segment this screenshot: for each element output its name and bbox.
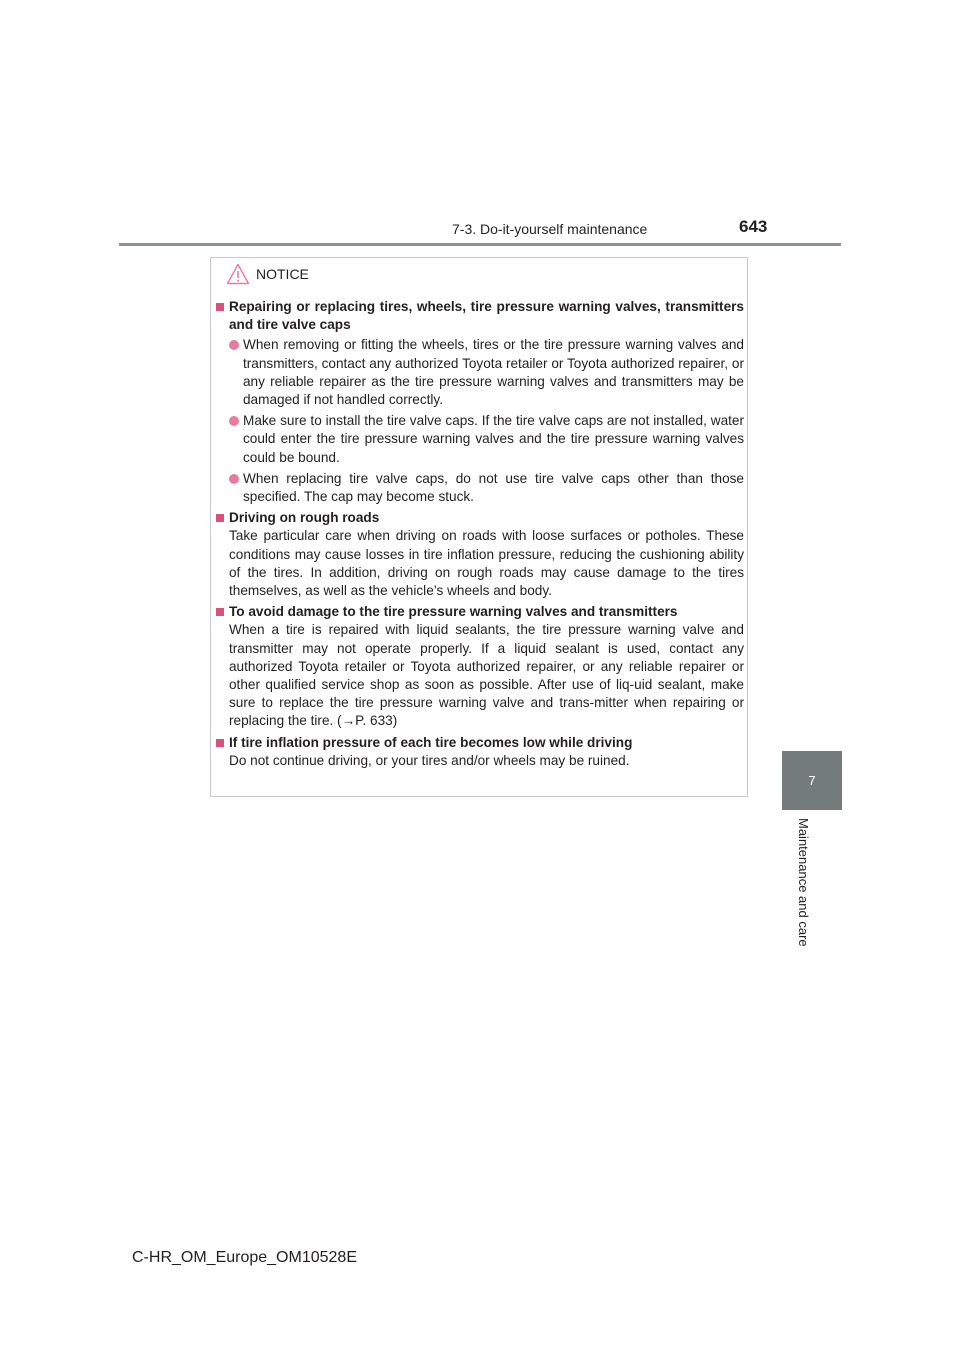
item-paragraph: When a tire is repaired with liquid sealants, the tire pressure warning valve and transmitter may not operate properly. If a liquid sealant is used, contact any authorized Toyota retailer or Toyota authorized repairer, or any reliable repairer or other qualified service shop as soon as possible. After use of liq-uid sealant, make sure to replace the tire pressure warning valve and trans-mitter when repairing or replacing the tire. (→P. 633) [229,622,744,729]
list-item-text: When replacing tire valve caps, do not use tire valve caps other than those specified. The cap may become stuck. [243,470,744,505]
notice-header [226,262,309,286]
list-item [216,412,744,467]
chapter-label: Maintenance and care [796,818,811,947]
list-item [216,470,744,506]
item-heading [216,603,744,621]
notice-body [216,298,744,773]
item-heading-text: Repairing or replacing tires, wheels, tire pressure warning valves, transmitters and tire valve caps [229,299,744,333]
round-bullet-icon [229,474,239,484]
item-heading-text: If tire inflation pressure of each tire becomes low while driving [229,734,633,750]
square-bullet-icon [216,514,224,522]
list-item-text: Make sure to install the tire valve caps. If the tire valve caps are not installed, water could enter the tire pressure warning valves and the tire pressure warning valves could be bound. [243,413,744,465]
list-item-text: When removing or fitting the wheels, tires or the tire pressure warning valves and transmitters, contact any authorized Toyota retailer or Toyota authorized repairer, or any reliable repairer as the tire pressure warning valves and transmitters may be damaged if not handled correctly. [243,337,744,408]
document-code: C-HR_OM_Europe_OM10528E [132,1249,357,1266]
warning-triangle-icon [226,263,250,285]
round-bullet-icon [229,416,239,426]
notice-item [216,509,744,600]
item-heading-text: Driving on rough roads [229,510,380,526]
notice-item [216,603,744,730]
chapter-number: 7 [808,773,816,788]
section-title: 7-3. Do-it-yourself maintenance [452,221,648,237]
notice-item [216,734,744,770]
item-paragraph: Do not continue driving, or your tires and/or wheels may be ruined. [229,752,630,768]
item-heading [216,298,744,334]
round-bullet-icon [229,340,239,350]
chapter-tab [782,751,842,810]
page-number: 643 [739,217,768,236]
list-item [216,336,744,409]
header-divider [119,243,841,246]
square-bullet-icon [216,739,224,747]
square-bullet-icon [216,303,224,311]
item-paragraph: Take particular care when driving on roads with loose surfaces or potholes. These conditions may cause losses in tire inflation pressure, reducing the cushioning ability of the tires. In addition, driving on rough roads may cause damage to the tires themselves, as well as the vehicle’s wheels and body. [229,528,744,599]
item-heading [216,509,744,527]
notice-item [216,298,744,506]
item-heading-text: To avoid damage to the tire pressure warning valves and transmitters [229,604,678,620]
notice-title: NOTICE [256,266,309,282]
item-heading [216,734,744,752]
notice-box [210,257,748,797]
square-bullet-icon [216,608,224,616]
